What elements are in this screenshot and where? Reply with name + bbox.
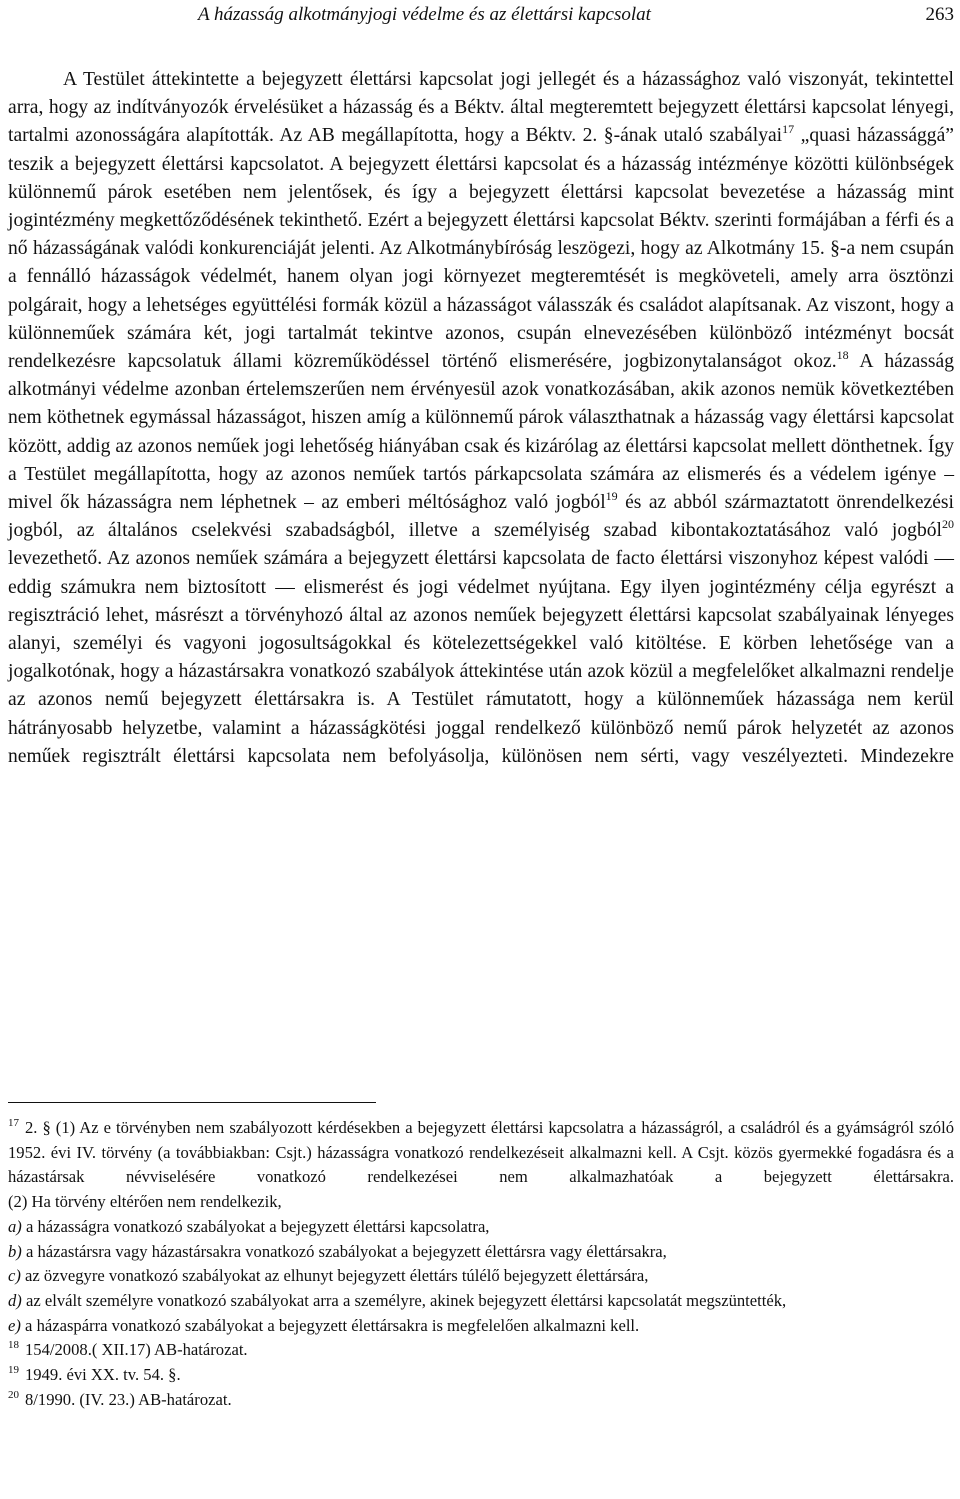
running-header — [8, 2, 954, 30]
header-title: A házasság alkotmányjogi védelme és az élettársi kapcsolat — [198, 4, 651, 25]
footnote-ref-20[interactable]: 20 — [942, 517, 954, 532]
footnote-number-18: 18 — [8, 1339, 19, 1352]
paragraph-text-5: levezethető. Az azonos neműek számára a bejegyzett élettársi kapcsolata de facto élettársi viszonyhoz képest valódi — eddig számukra nem biztosított — elismerést és jogi védelmet nyújtana. Egy ilyen jogintézmény célja egyrészt a regisztráció lehet, másrészt a törvényhozó által az azonos neműek bejegyzett élettársi kapcsolat szabályainak lényeges alanyi, személyi és vagyoni jogosultságokkal és kötelezettségekkel való kitöltése. E körben lehetősége van a jogalkotónak, hogy a házastársakra vonatkozó szabályok áttekintése után azok közül a megfelelőket alkalmazni rendelje az azonos nemű bejegyzett élettársakra is. A Testület rámutatott, hogy a különneműek házassága nem kerül hátrányosabb helyzetbe, valamint a házasságkötési joggal rendelkező különböző nemű párok helyzetét az azonos neműek regisztrált élettársi kapcsolata nem befolyásolja, különösen nem sérti, vagy veszélyezteti. Mindezekre — [8, 548, 954, 767]
footnote-17-item-c — [8, 1264, 954, 1289]
body-text — [8, 66, 954, 771]
footnote-20-text: 8/1990. (IV. 23.) AB-határozat. — [25, 1389, 232, 1409]
page-number: 263 — [925, 4, 954, 25]
footnote-divider — [8, 1102, 376, 1103]
item-label-a: a) — [8, 1216, 22, 1236]
item-label-b: b) — [8, 1241, 22, 1261]
footnote-17 — [8, 1116, 954, 1190]
footnote-17-item-d — [8, 1289, 954, 1314]
item-text-b: a házastársra vagy házastársakra vonatkozó szabályokat a bejegyzett élettársra vagy élettársakra, — [21, 1241, 667, 1261]
footnote-20 — [8, 1388, 954, 1413]
footnote-17-item-a — [8, 1215, 954, 1240]
footnote-18-text: 154/2008.( XII.17) AB-határozat. — [25, 1340, 248, 1360]
footnote-ref-17[interactable]: 17 — [782, 122, 795, 137]
footnote-19 — [8, 1363, 954, 1388]
item-text-c: az özvegyre vonatkozó szabályokat az elhunyt bejegyzett élettárs túlélő bejegyzett élettársára, — [20, 1266, 649, 1286]
item-text-e: a házaspárra vonatkozó szabályokat a bejegyzett élettársakra is megfelelően alkalmazni kell. — [20, 1315, 640, 1335]
footnote-19-text: 1949. évi XX. tv. 54. §. — [25, 1365, 181, 1385]
paragraph-text-2: „quasi házassággá” teszik a bejegyzett élettársi kapcsolatot. A bejegyzett élettársi kapcsolat és a házasság intézménye közötti különbségek különnemű párok esetében nem jelentősek, és így a bejegyzett élettársi kapcsolat bevezetése a házasság mint jogintézmény megkettőződésének tekinthető. Ezért a bejegyzett élettársi kapcsolat Béktv. szerinti formájában a férfi és a nő házasságának valódi konkurenciáját jelenti. Az Alkotmánybíróság leszögezi, hogy az Alkotmány 15. §-a nem csupán a fennálló házasságok védelmét, hanem olyan jogi környezet megteremtését is megköveteli, amely arra ösztönzi polgárait, hogy a lehetséges együttélési formák közül a házasságot válasszák és családot alapítsanak. Az viszont, hogy a különneműek számára két, jogi tartalmát tekintve azonos, csupán elnevezésében különböző intézményt bocsát rendelkezésre kapcsolatuk állami közreműködéssel történő elismerésére, jogbizonytalanságot okoz. — [8, 125, 954, 373]
paragraph-text-1: A Testület áttekintette a bejegyzett élettársi kapcsolat jogi jellegét és a házassághoz való viszonyát, tekintettel arra, hogy az indítványozók érvelésüket a házasság és a Béktv. által megteremtett bejegyzett élettársi kapcsolat lényegi, tartalmi azonosságára alapították. Az AB megállapította, hogy a Béktv. 2. §-ának utaló szabályai — [8, 69, 954, 147]
footnote-17-item-b — [8, 1240, 954, 1265]
main-paragraph — [8, 66, 954, 771]
footnote-ref-19[interactable]: 19 — [605, 489, 618, 504]
footnotes — [8, 1116, 954, 1412]
footnote-ref-18[interactable]: 18 — [836, 348, 849, 363]
item-text-a: a házasságra vonatkozó szabályokat a bejegyzett élettársi kapcsolatra, — [21, 1216, 490, 1236]
footnote-17-paragraph-2: (2) Ha törvény eltérően nem rendelkezik, — [8, 1192, 282, 1212]
paragraph-text-3: A házasság alkotmányi védelme azonban értelemszerűen nem érvényesül azok vonatkozásában, akik azonos nemük következtében nem köthetnek egymással házasságot, hiszen amíg a különnemű párok választhatnak a házasság vagy élettársi kapcsolat között, addig az azonos neműek jogi lehetőség hiányában csak és kizárólag az élettársi kapcsolat mellett dönthetnek. Így a Testület megállapította, hogy az azonos neműek tartós párkapcsolata számára az elismerés és a védelem igénye – mivel ők házasságra nem léphetnek – az emberi méltósághoz való jogból — [8, 351, 955, 514]
item-label-c: c) — [8, 1266, 21, 1286]
footnote-18 — [8, 1338, 954, 1363]
item-label-d: d) — [8, 1290, 22, 1310]
footnote-number-20: 20 — [8, 1388, 19, 1401]
paragraph-text-4: és az abból származtatott önrendelkezési jogból, az általános cselekvési szabadságból, illetve a személyiség szabad kibontakoztatásához való jogból — [8, 492, 954, 542]
footnote-17-text: 2. § (1) Az e törvényben nem szabályozott kérdésekben a bejegyzett élettársi kapcsolatra a házasságról, a családról és a gyámságról szóló 1952. évi IV. törvény (a továbbiakban: Csjt.) házasságra vonatkozó rendelkezéseit alkalmazni kell. A Csjt. közös gyermekké fogadásra és a házastársak névviselésére vonatkozó rendelkezései nem alkalmazhatóak a bejegyzett élettársakra. — [8, 1118, 954, 1187]
item-label-e: e) — [8, 1315, 21, 1335]
item-text-d: az elvált személyre vonatkozó szabályokat arra a személyre, akinek bejegyzett élettársi kapcsolatát megszüntették, — [21, 1290, 787, 1310]
footnote-17-item-e — [8, 1314, 954, 1339]
footnote-number-17: 17 — [8, 1117, 19, 1129]
footnote-number-19: 19 — [8, 1364, 19, 1377]
